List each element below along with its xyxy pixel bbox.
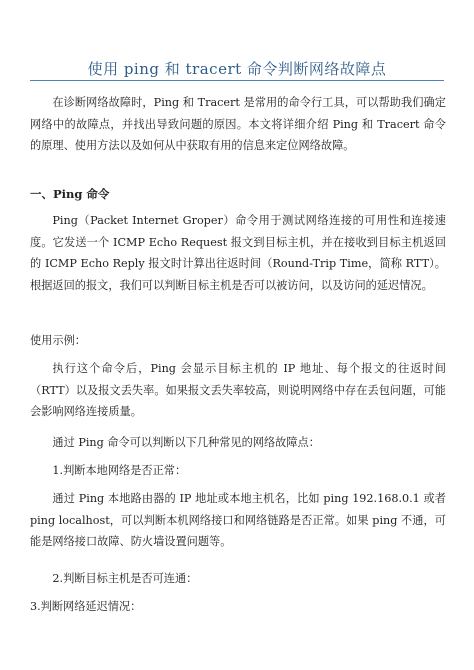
list-item-1-body: 通过 Ping 本地路由器的 IP 地址或本地主机名，比如 ping 192.168.0.1 或者 ping localhost，可以判断本机网络接口和网络链路是否正常。如果 ping 不通，可能是网络接口故障、防火墙设置问题等。 xyxy=(30,492,446,548)
document-title: 使用 ping 和 tracert 命令判断网络故障点 xyxy=(87,60,387,78)
list-item-3-title: 3.判断网络延迟情况： xyxy=(30,600,142,613)
ping-result-paragraph: 执行这个命令后，Ping 会显示目标主机的 IP 地址、每个报文的往返时间（RTT）以及报文丢失率。如果报文丢失率较高，则说明网络中存在丢包问题，可能会影响网络连接质量。 xyxy=(30,362,446,418)
list-item-1-title: 1.判断本地网络是否正常： xyxy=(52,464,187,477)
list-item-2-title: 2.判断目标主机是否可连通： xyxy=(52,572,198,585)
fault-points-intro: 通过 Ping 命令可以判断以下几种常见的网络故障点： xyxy=(52,436,320,449)
intro-paragraph: 在诊断网络故障时，Ping 和 Tracert 是常用的命令行工具，可以帮助我们确定网络中的故障点，并找出导致问题的原因。本文将详细介绍 Ping 和 Tracert 命令的原理、使用方法以及如何从中获取有用的信息来定位网络故障。 xyxy=(30,96,446,152)
usage-example-label: 使用示例： xyxy=(30,334,86,347)
ping-description-paragraph: Ping（Packet Internet Groper）命令用于测试网络连接的可用性和连接速度。它发送一个 ICMP Echo Request 报文到目标主机，并在接收到目标主机返回的 ICMP Echo Reply 报文时计算出往返时间（Round-Trip Time，简称 RTT）。根据返回的报文，我们可以判断目标主机是否可以被访问，以及访问的延迟情况。 xyxy=(30,214,446,292)
section-heading-ping: 一、Ping 命令 xyxy=(30,187,110,201)
title-underline xyxy=(30,80,444,81)
